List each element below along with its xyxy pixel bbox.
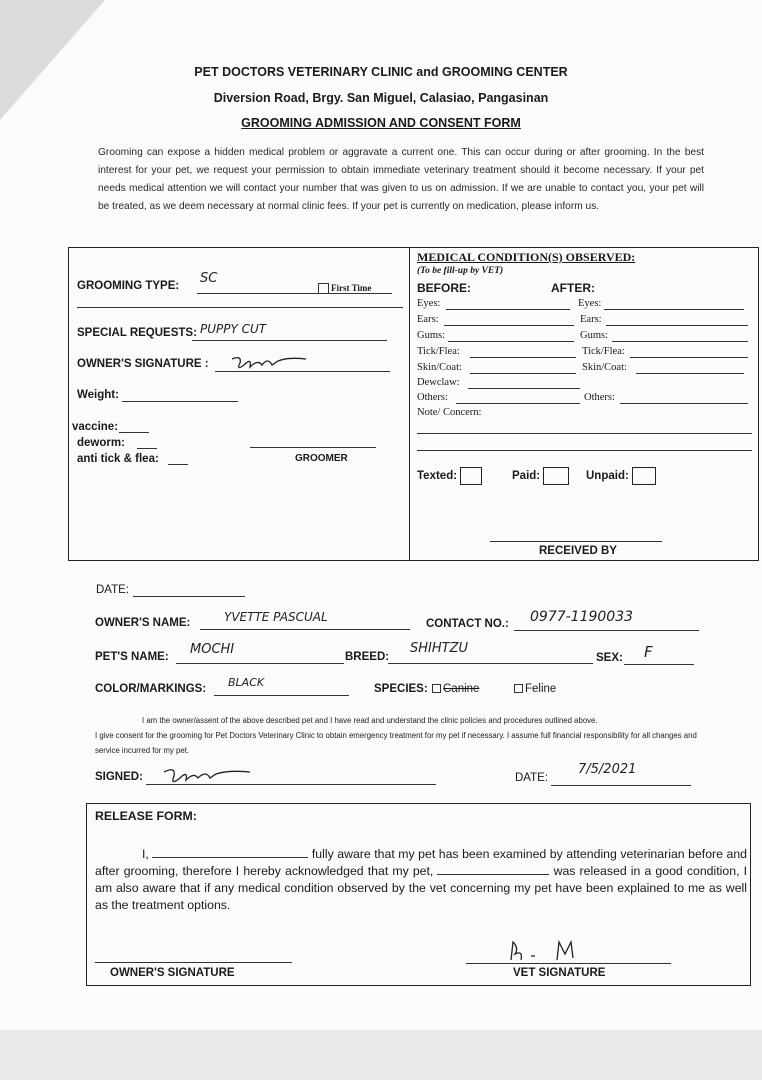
anti-tick-label: anti tick & flea: <box>77 453 159 465</box>
pet-name-label: PET'S NAME: <box>95 651 169 663</box>
vet-signature-label: VET SIGNATURE <box>513 967 606 979</box>
canine-label: Canine <box>443 683 480 695</box>
sex-label: SEX: <box>596 652 623 664</box>
after-line[interactable] <box>630 357 748 358</box>
note-line[interactable] <box>417 450 752 451</box>
grooming-type-value: SC <box>200 271 218 286</box>
unpaid-checkbox[interactable] <box>586 467 656 485</box>
weight-label: Weight: <box>77 389 119 401</box>
color-markings-line[interactable] <box>214 695 349 696</box>
before-item: Ears: <box>417 314 439 325</box>
before-item: Gums: <box>417 330 446 341</box>
date-label: DATE: <box>96 584 130 596</box>
pet-name-value: MOCHI <box>190 642 235 657</box>
release-owner-signature-label: OWNER'S SIGNATURE <box>110 967 235 979</box>
consent-line-1: I am the owner/assent of the above described pet and I have read and understand the clinic policies and procedures outlined above. <box>142 716 598 725</box>
vaccine-line[interactable] <box>119 432 149 433</box>
breed-line[interactable] <box>388 663 593 664</box>
before-item: Dewclaw: <box>417 377 460 388</box>
medical-subtitle: (To be fill-up by VET) <box>417 266 504 276</box>
grooming-type-label: GROOMING TYPE: <box>77 280 180 292</box>
intro-paragraph: Grooming can expose a hidden medical problem or aggravate a current one. This can occur during or after grooming. In the best interest for your pet, we request your permission to obtain immediate veterinary treatment should it become necessary. If your pet needs medical attention we will contact your number that was given to us on admission. If we are unable to contact you, your pet will be treated, as we deem necessary at normal clinic fees. If your pet is currently on medication, please inform us. <box>98 147 704 212</box>
before-line[interactable] <box>468 388 580 389</box>
before-line[interactable] <box>444 325 574 326</box>
first-time-label: First Time <box>331 283 372 293</box>
after-item: Ears: <box>580 314 602 325</box>
signed-date-line[interactable] <box>551 785 691 786</box>
color-markings-label: COLOR/MARKINGS: <box>95 683 207 695</box>
release-form-title: RELEASE FORM: <box>95 809 197 823</box>
after-line[interactable] <box>620 403 748 404</box>
received-by-label: RECEIVED BY <box>539 545 617 557</box>
release-text-b: was released in a good condition, I am also aware that if any medical condition observed by the vet concerning my pet have been explained to me as well as the treatment options. <box>95 864 748 912</box>
sex-value: F <box>644 643 653 661</box>
owner-name-label: OWNER'S NAME: <box>95 617 191 629</box>
after-line[interactable] <box>604 309 744 310</box>
canine-checkbox[interactable] <box>432 683 479 695</box>
unpaid-label: Unpaid: <box>586 470 629 483</box>
release-owner-blank[interactable] <box>152 846 308 858</box>
groomer-line[interactable] <box>250 447 376 448</box>
before-item: Skin/Coat: <box>417 362 462 373</box>
groomer-label: GROOMER <box>295 453 348 464</box>
owner-name-line[interactable] <box>200 629 410 630</box>
form-title: GROOMING ADMISSION AND CONSENT FORM <box>241 116 521 130</box>
vaccine-label: vaccine: <box>72 421 119 433</box>
separator-line <box>77 307 403 308</box>
breed-value: SHIHTZU <box>410 641 468 656</box>
contact-label: CONTACT NO.: <box>426 618 509 630</box>
received-by-line[interactable] <box>490 541 662 542</box>
contact-value: 0977-1190033 <box>530 609 634 625</box>
special-requests-line[interactable] <box>192 340 387 341</box>
release-text-i: I, <box>142 847 149 861</box>
signed-label: SIGNED: <box>95 771 143 783</box>
release-text-a: fully aware that my pet has been examined by attending veterinarian before and after grooming, therefore I hereby acknowledged that my pet, <box>95 847 748 878</box>
deworm-label: deworm: <box>77 437 125 449</box>
sex-line[interactable] <box>624 664 694 665</box>
color-markings-value: BLACK <box>228 676 265 689</box>
vet-signature-scribble <box>505 938 585 964</box>
feline-label: Feline <box>525 683 557 695</box>
after-label: AFTER: <box>551 281 595 295</box>
deworm-line[interactable] <box>137 448 157 449</box>
clinic-name: PET DOCTORS VETERINARY CLINIC and GROOMING CENTER <box>194 65 568 79</box>
paid-checkbox[interactable] <box>512 467 569 485</box>
after-item: Tick/Flea: <box>582 346 625 357</box>
signed-date-value: 7/5/2021 <box>578 762 637 777</box>
pet-name-line[interactable] <box>176 663 344 664</box>
after-item: Others: <box>584 392 615 403</box>
weight-line[interactable] <box>122 401 238 402</box>
after-item: Skin/Coat: <box>582 362 627 373</box>
consent-line-2: I give consent for the grooming for Pet Doctors Veterinary Clinic to obtain emergency treatment for my pet if necessary. I assume full financial responsibility for all changes and service incurred for my pet. <box>95 731 697 755</box>
release-pet-blank[interactable] <box>437 863 549 875</box>
before-line[interactable] <box>470 373 576 374</box>
special-requests-value: PUPPY CUT <box>200 322 267 336</box>
contact-line[interactable] <box>514 630 699 631</box>
before-line[interactable] <box>446 309 570 310</box>
texted-label: Texted: <box>417 470 458 483</box>
release-paragraph <box>95 846 747 914</box>
signed-date-label: DATE: <box>515 772 549 784</box>
texted-checkbox[interactable] <box>417 467 482 485</box>
before-item: Others: <box>417 392 448 403</box>
clinic-address: Diversion Road, Brgy. San Miguel, Calasiao, Pangasinan <box>213 91 549 105</box>
breed-label: BREED: <box>345 651 390 663</box>
after-line[interactable] <box>612 341 748 342</box>
medical-title: MEDICAL CONDITION(S) OBSERVED: <box>417 250 636 264</box>
feline-checkbox[interactable] <box>514 683 556 695</box>
after-line[interactable] <box>636 373 744 374</box>
vet-signature-line[interactable] <box>466 963 671 964</box>
owner-name-value: YVETTE PASCUAL <box>224 610 328 624</box>
before-line[interactable] <box>470 357 576 358</box>
note-line[interactable] <box>417 433 752 434</box>
after-item: Eyes: <box>578 298 602 309</box>
signed-scribble <box>160 764 254 788</box>
special-requests-label: SPECIAL REQUESTS: <box>77 327 197 339</box>
note-concern-label: Note/ Concern: <box>417 407 482 418</box>
date-line[interactable] <box>133 596 245 597</box>
after-item: Gums: <box>580 330 609 341</box>
before-label: BEFORE: <box>417 281 471 295</box>
paid-label: Paid: <box>512 470 541 483</box>
before-line[interactable] <box>448 341 574 342</box>
owner-signature-scribble <box>228 353 310 375</box>
before-item: Tick/Flea: <box>417 346 460 357</box>
first-time-checkbox[interactable] <box>318 283 371 294</box>
owner-signature-label: OWNER'S SIGNATURE : <box>77 358 209 370</box>
after-line[interactable] <box>606 325 748 326</box>
species-label: SPECIES: <box>374 683 428 695</box>
anti-tick-line[interactable] <box>168 464 188 465</box>
before-item: Eyes: <box>417 298 441 309</box>
release-owner-signature-line[interactable] <box>95 962 292 963</box>
before-line[interactable] <box>456 403 580 404</box>
